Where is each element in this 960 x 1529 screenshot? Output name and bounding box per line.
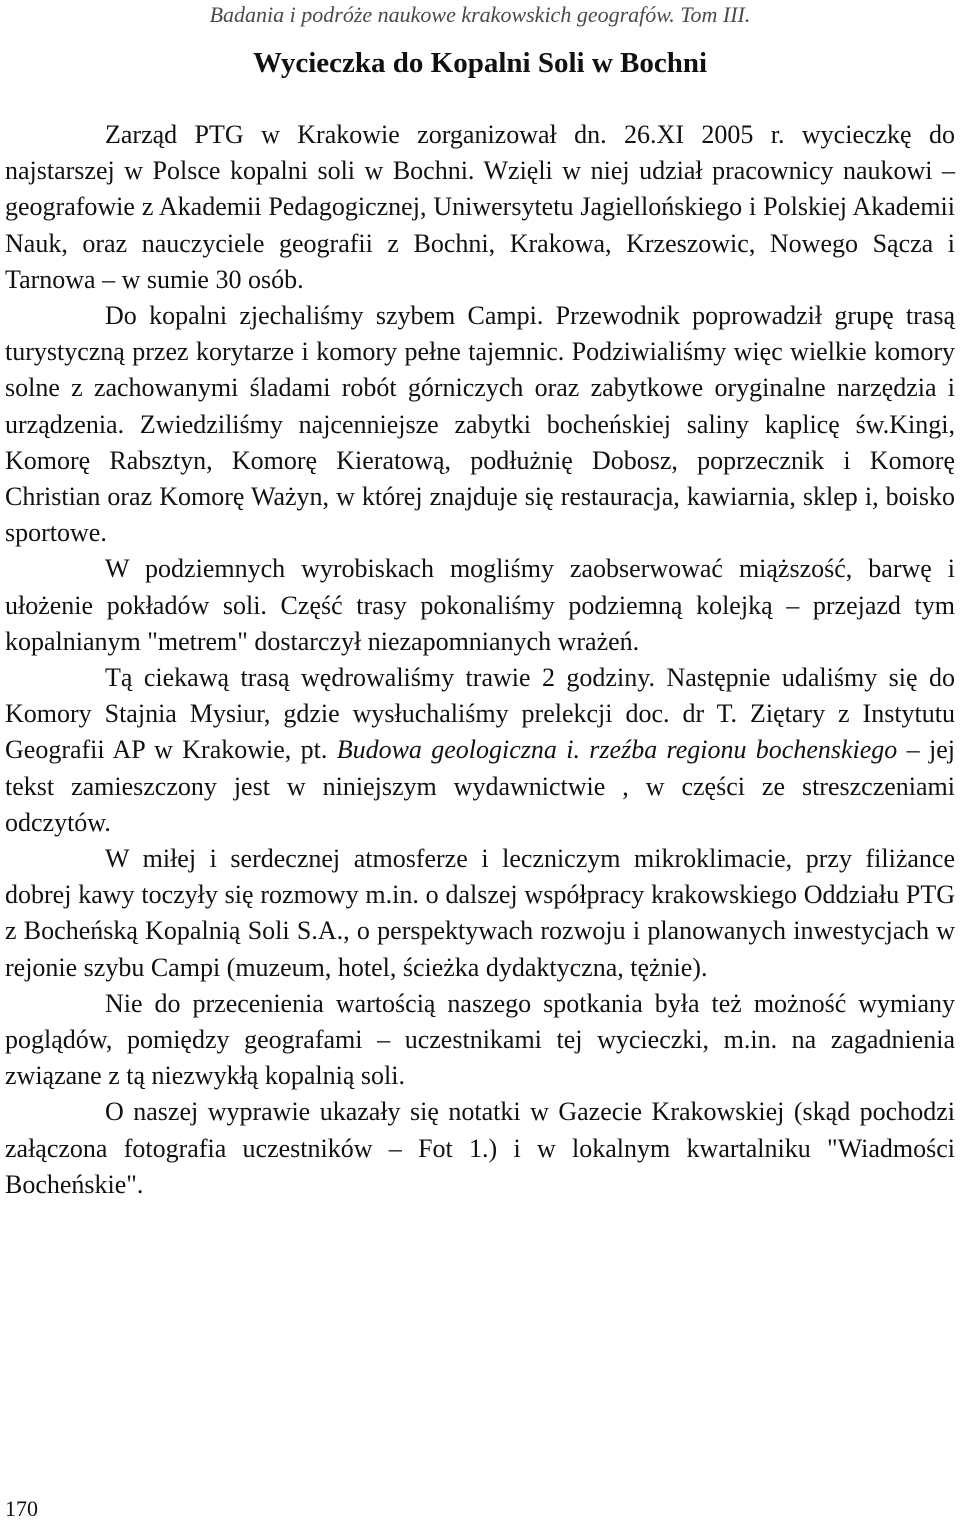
paragraph-3: W podziemnych wyrobiskach mogliśmy zaobserwować miąższość, barwę i ułożenie pokładów soli. Część trasy pokonaliśmy podziemną kolejką – przejazd tym kopalnianym "metrem" dostarczył niezapomnianych wrażeń. xyxy=(5,554,955,656)
paragraph-1: Zarząd PTG w Krakowie zorganizował dn. 26.XI 2005 r. wycieczkę do najstarszej w Polsce kopalni soli w Bochni. Wzięli w niej udział pracownicy naukowi – geografowie z Akademii Pedagogicznej, Uniwersytetu Jagiellońskiego i Polskiej Akademii Nauk, oraz nauczyciele geografii z Bochni, Krakowa, Krzeszowic, Nowego Sącza i Tarnowa – w sumie 30 osób. xyxy=(5,120,955,294)
paragraph-6: Nie do przecenienia wartością naszego spotkania była też możność wymiany poglądów, pomiędzy geografami – uczestnikami tej wycieczki, m.in. na zagadnienia związane z tą niezwykłą kopalnią soli. xyxy=(5,988,955,1091)
paragraph-2: Do kopalni zjechaliśmy szybem Campi. Przewodnik poprowadził grupę trasą turystyczną przez korytarze i komory pełne tajemnic. Podziwialiśmy więc wielkie komory solne z zachowanymi śladami robót górniczych oraz zabytkowe oryginalne narzędzia i urządzenia. Zwiedziliśmy najcenniejsze zabytki bocheńskiej saliny kaplicę św.Kingi, Komorę Rabsztyn, Komorę Kieratową, podłużnię Dobosz, poprzecznik i Komorę Christian oraz Komorę Ważyn, w której znajduje się restauracja, kawiarnia, sklep i, boisko sportowe. xyxy=(5,301,955,548)
paragraph-5: W miłej i serdecznej atmosferze i leczniczym mikroklimacie, przy filiżance dobrej kawy toczyły się rozmowy m.in. o dalszej współpracy krakowskiego Oddziału PTG z Bocheńską Kopalnią Soli S.A., o perspektywach rozwoju i planowanych inwestycjach w rejonie szybu Campi (muzeum, hotel, ścieżka dydaktyczna, tężnie). xyxy=(5,844,955,982)
paragraph-7: O naszej wyprawie ukazały się notatki w Gazecie Krakowskiej (skąd pochodzi załączona fotografia uczestników – Fot 1.) i w lokalnym kwartalniku "Wiadmości Bocheńskie". xyxy=(5,1097,955,1199)
page-number: 170 xyxy=(5,1496,38,1521)
paragraph-4-text-end: – jej tekst zamieszczony jest w niniejszym wydawnictwie , w części ze streszczeniami odczytów. xyxy=(5,735,955,837)
lecture-title: Budowa geologiczna i. rzeźba regionu bochenskiego xyxy=(336,735,898,765)
article-body xyxy=(5,117,955,1203)
running-header: Badania i podróże naukowe krakowskich geografów. Tom III. xyxy=(209,2,751,27)
article-title: Wycieczka do Kopalni Soli w Bochni xyxy=(252,47,708,79)
paragraph-4-text-start: Tą ciekawą trasą wędrowaliśmy trawie 2 godziny. Następnie udaliśmy się do Komory Stajnia Mysiur, gdzie wysłuchaliśmy prelekcji doc. dr T. Ziętary z Instytutu Geografii AP w Krakowie, pt. xyxy=(5,663,955,765)
paragraph-4 xyxy=(5,660,955,841)
